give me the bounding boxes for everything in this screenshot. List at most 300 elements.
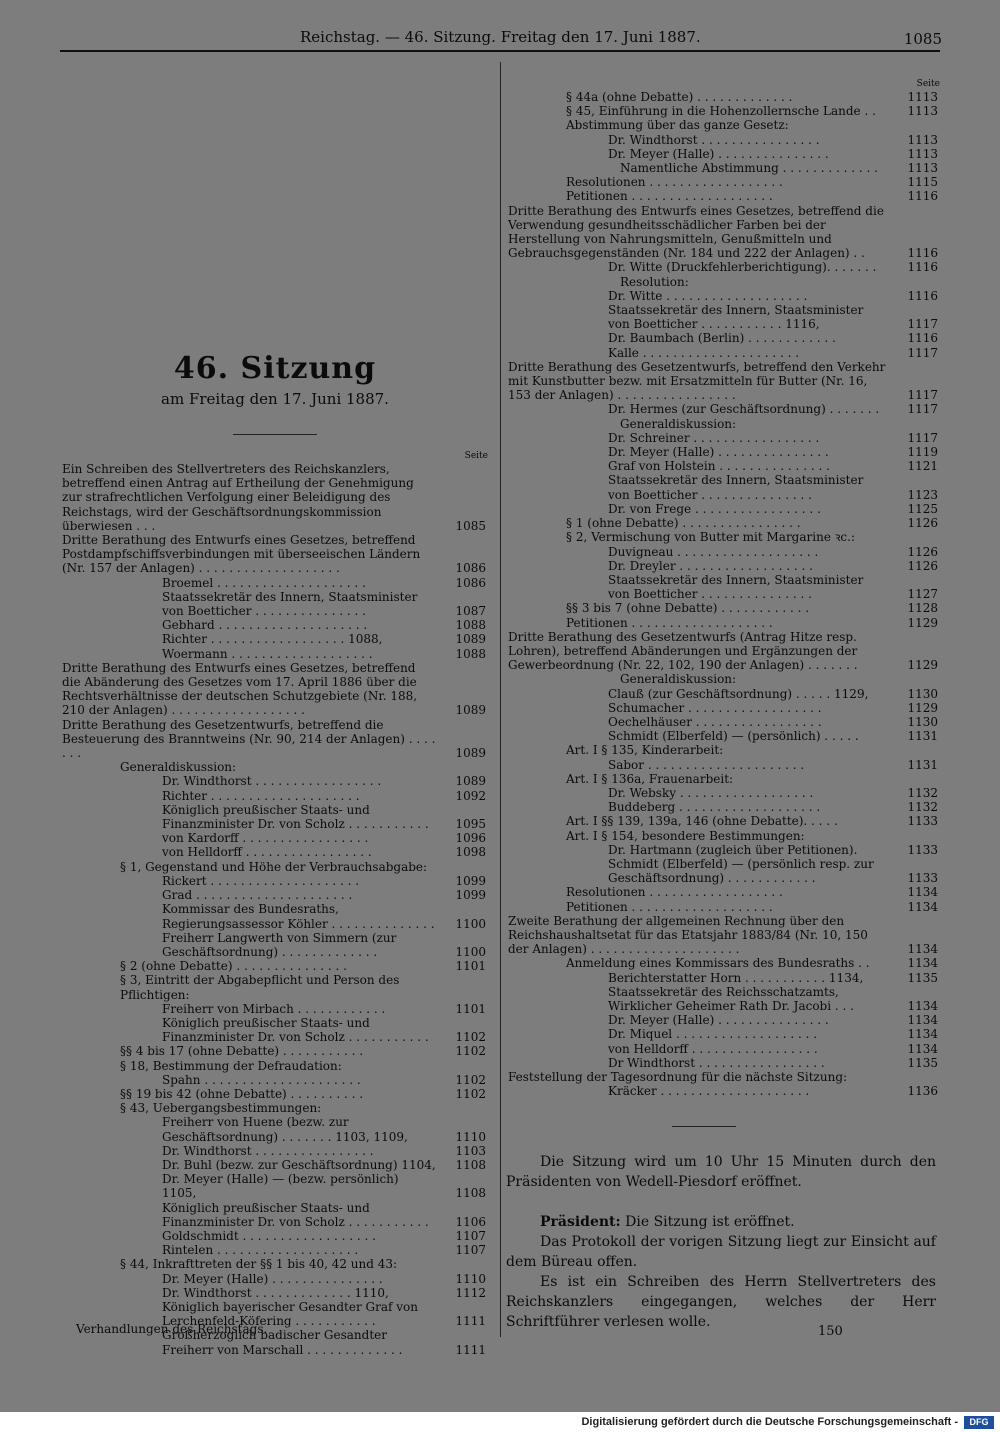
index-entry [62,1243,488,1257]
index-entry-page: 1134 [907,942,938,957]
index-entry [508,715,940,729]
index-entry-page: 1135 [907,970,938,985]
running-title: Reichstag. — 46. Sitzung. Freitag den 17. Juni 1887. [300,28,701,46]
index-entry-page: 1133 [907,871,938,886]
index-entry-text: Dr. Websky . . . . . . . . . . . . . . . . . . [608,785,814,800]
index-entry-page: 1116 [907,288,938,303]
index-entry-text: Ein Schreiben des Stellvertreters des Reichskanzlers, betreffend einen Antrag auf Ertheilung der Genehmigung zur strafrechtlichen Verfolgung einer Beleidigung des Reichstags, wird der Geschäftsordnungskommission überwiesen . . . [62,462,414,533]
index-entry [508,573,940,601]
index-entry [508,559,940,573]
index-entry [508,885,940,899]
index-entry [508,786,940,800]
index-entry-text: Dr Windthorst . . . . . . . . . . . . . . . . . [608,1055,825,1070]
index-entry [508,445,940,459]
footer-note: Verhandlungen des Reichstags. [76,1322,268,1336]
index-entry-page: 1106 [455,1214,486,1229]
index-entry-page: 1101 [455,959,486,974]
index-entry-text: Dritte Berathung des Entwurfs eines Gesetzes, betreffend Postdampfschiffsverbindungen mit überseeischen Ländern (Nr. 157 der Anlagen) . . . . . . . . . . . . . . . . . . . [62,533,421,576]
index-entry [508,672,940,686]
index-entry [62,931,488,959]
index-entry-text: § 18, Bestimmung der Defraudation: [120,1058,342,1073]
index-entry [62,718,488,761]
index-entry-page: 1113 [907,132,938,147]
index-entry-text: Staatssekretär des Innern, Staatsminister von Boetticher . . . . . . . . . . . . . . . [162,589,418,619]
index-entry-text: Königlich bayerischer Gesandter Graf von Lerchenfeld-Köfering . . . . . . . . . . . [162,1299,418,1329]
index-entry-text: §§ 3 bis 7 (ohne Debatte) . . . . . . . . . . . . [566,601,810,616]
index-entry [62,1115,488,1143]
index-entry-text: Duvigneau . . . . . . . . . . . . . . . . . . . [608,544,819,559]
index-entry [508,857,940,885]
index-entry-text: Dr. Schreiner . . . . . . . . . . . . . . . . . [608,430,820,445]
index-entry-text: Gebhard . . . . . . . . . . . . . . . . . . . . [162,618,368,633]
index-entry-text: Königlich preußischer Staats- und Finanzminister Dr. von Scholz . . . . . . . . . . . [162,802,429,832]
index-entry [62,1201,488,1229]
index-entry [508,616,940,630]
index-entry-page: 1135 [907,1055,938,1070]
index-entry-page: 1110 [455,1129,486,1144]
index-entry-page: 1092 [455,788,486,803]
index-entry [62,860,488,874]
index-entry [508,331,940,345]
index-entry-page: 1111 [455,1314,486,1329]
index-entry [508,1013,940,1027]
index-entry-text: §§ 19 bis 42 (ohne Debatte) . . . . . . . . . . [120,1086,364,1101]
index-entry [508,843,940,857]
index-entry-page: 1136 [907,1084,938,1099]
index-entry-page: 1088 [455,646,486,661]
index-entry [508,758,940,772]
index-entry-text: Spahn . . . . . . . . . . . . . . . . . . . . . [162,1072,361,1087]
index-entry-page: 1115 [907,175,938,190]
index-entry-text: Broemel . . . . . . . . . . . . . . . . . . . . [162,575,366,590]
index-entry-page: 1131 [907,757,938,772]
index-entry [62,902,488,930]
index-entry-page: 1088 [455,618,486,633]
index-entry-page: 1116 [907,331,938,346]
index-entry-text: Woermann . . . . . . . . . . . . . . . . . . . [162,646,373,661]
index-entry [508,147,940,161]
session-date: am Freitag den 17. Juni 1887. [161,390,389,408]
index-entry [508,133,940,147]
dfg-banner-text: Digitalisierung gefördert durch die Deutsche Forschungsgemeinschaft - [581,1416,958,1428]
index-entry-page: 1099 [455,888,486,903]
index-entry-text: Richter . . . . . . . . . . . . . . . . . . 1088, [162,632,383,647]
right-index-list [508,90,940,1098]
session-title-block [62,352,488,435]
index-entry-text: Staatssekretär des Innern, Staatsminister von Boetticher . . . . . . . . . . . 1116, [608,303,864,332]
index-entry-page: 1116 [907,260,938,275]
index-entry [508,956,940,970]
index-entry-text: Freiherr von Mirbach . . . . . . . . . . . . [162,1001,386,1016]
index-entry-text: Schumacher . . . . . . . . . . . . . . . . . . [608,700,822,715]
index-entry-text: Art. I § 136a, Frauenarbeit: [566,771,734,786]
index-entry-text: Großherzoglich badischer Gesandter Freiherr von Marschall . . . . . . . . . . . . . [162,1328,403,1357]
index-entry [508,90,940,104]
index-entry [62,1257,488,1271]
index-entry-text: § 43, Uebergangsbestimmungen: [120,1101,322,1116]
index-entry-text: § 1, Gegenstand und Höhe der Verbrauchsabgabe: [120,859,428,874]
index-entry-page: 1117 [907,317,938,332]
index-entry-page: 1134 [907,999,938,1013]
index-entry [62,647,488,661]
index-entry [508,431,940,445]
index-entry-text: Dr. Hartmann (zugleich über Petitionen). [608,842,858,857]
index-entry [508,204,940,261]
index-entry [508,814,940,828]
index-entry [62,1044,488,1058]
index-entry [62,462,488,533]
index-entry [508,829,940,843]
index-entry-page: 1116 [907,246,938,261]
president-line: Die Sitzung ist eröffnet. [625,1214,795,1230]
protocol-line: Das Protokoll der vorigen Sitzung liegt zur Einsicht auf dem Büreau offen. [506,1234,936,1270]
index-entry-text: Königlich preußischer Staats- und Finanzminister Dr. von Scholz . . . . . . . . . . . [162,1200,429,1229]
index-entry-page: 1096 [455,831,486,846]
index-entry-page: 1131 [907,729,938,744]
index-entry [508,1070,940,1084]
index-entry-page: 1116 [907,189,938,204]
index-entry [62,845,488,859]
index-entry-page: 1127 [907,587,938,602]
index-entry-page: 1134 [907,1013,938,1028]
index-entry-page: 1089 [455,632,486,647]
index-entry-page: 1117 [907,345,938,360]
index-entry [62,661,488,718]
index-entry [62,632,488,646]
index-entry-text: Dr. Windthorst . . . . . . . . . . . . . 1110, [162,1285,389,1300]
index-entry [508,1084,940,1098]
index-entry-page: 1087 [455,604,486,619]
index-entry-text: Dritte Berathung des Entwurfs eines Gesetzes, betreffend die Abänderung des Gesetzes vom 17. April 1886 über die Rechtsverhältnisse der deutschen Schutzgebiete (Nr. 188, 210 der Anlagen) . . . . . . . . . . . . . . . . . . [62,660,418,718]
index-entry-text: Sabor . . . . . . . . . . . . . . . . . . . . . [608,757,805,772]
index-entry [508,175,940,189]
index-entry-page: 1103 [455,1143,486,1158]
index-entry-text: Richter . . . . . . . . . . . . . . . . . . . . [162,788,360,803]
index-entry-text: Dr. Witte (Druckfehlerberichtigung). . . . . . . [608,260,877,275]
index-entry-text: Grad . . . . . . . . . . . . . . . . . . . . . [162,888,353,903]
index-entry [508,1027,940,1041]
index-entry [508,985,940,1013]
index-entry-text: Zweite Berathung der allgemeinen Rechnung über den Reichshaushaltsetat für das Etatsjahr 1883/84 (Nr. 10, 150 der Anlagen) . . . . . . . . . . . . . . . . . . . . [508,913,868,957]
index-entry [62,874,488,888]
index-entry [508,1042,940,1056]
index-entry-text: § 2, Vermischung von Butter mit Margarine ꝛc.: [566,530,856,545]
index-entry [508,800,940,814]
index-entry-text: Königlich preußischer Staats- und Finanzminister Dr. von Scholz . . . . . . . . . . . [162,1015,429,1045]
index-entry [62,760,488,774]
index-entry-page: 1117 [907,402,938,417]
index-entry [508,729,940,743]
index-entry-page: 1134 [907,1041,938,1056]
index-entry-page: 1126 [907,558,938,573]
index-entry-text: Generaldiskussion: [620,672,737,687]
index-entry-page: 1125 [907,501,938,516]
index-entry [508,346,940,360]
index-entry-text: Dr. Windthorst . . . . . . . . . . . . . . . . [608,132,820,147]
index-entry-page: 1107 [455,1228,486,1243]
index-entry [508,601,940,615]
index-entry-text: Art. I § 135, Kinderarbeit: [566,743,724,758]
index-entry-text: Kräcker . . . . . . . . . . . . . . . . . . . . [608,1084,810,1099]
index-entry [62,774,488,788]
seite-label: Seite [464,451,488,461]
index-entry-page: 1107 [455,1243,486,1258]
index-entry-page: 1101 [455,1001,486,1016]
index-entry-text: Rickert . . . . . . . . . . . . . . . . . . . . [162,873,360,888]
index-entry [508,1056,940,1070]
index-entry-page: 1134 [907,899,938,914]
index-entry-text: Petitionen . . . . . . . . . . . . . . . . . . . [566,189,773,204]
index-entry-text: Dritte Berathung des Gesetzentwurfs, betreffend die Besteuerung des Branntweins (Nr. 90, 214 der Anlagen) . . . . . . . [62,717,436,761]
index-entry-text: Goldschmidt . . . . . . . . . . . . . . . . . . [162,1228,376,1243]
index-entry-text: Abstimmung über das ganze Gesetz: [566,118,789,133]
index-entry-page: 1102 [455,1086,486,1101]
index-entry-page: 1086 [455,561,486,576]
index-entry-page: 1129 [907,658,938,673]
index-entry [508,161,940,175]
index-entry [62,576,488,590]
index-entry-page: 1113 [907,161,938,176]
index-entry-text: Dr. von Frege . . . . . . . . . . . . . . . . . [608,501,821,516]
index-entry [508,459,940,473]
index-entry-text: von Helldorff . . . . . . . . . . . . . . . . . [162,845,372,860]
index-entry-text: Kommissar des Bundesraths, Regierungsassessor Köhler . . . . . . . . . . . . . . [162,902,435,931]
index-entry [62,789,488,803]
index-entry-text: Berichterstatter Horn . . . . . . . . . . . 1134, [608,970,864,985]
index-entry [508,275,940,289]
session-title: 46. Sitzung [173,351,377,386]
index-entry-page: 1121 [907,459,938,474]
index-entry [62,1101,488,1115]
index-entry-text: Resolutionen . . . . . . . . . . . . . . . . . . [566,885,783,900]
index-entry-page: 1130 [907,686,938,701]
index-entry [62,590,488,618]
index-entry-text: Buddeberg . . . . . . . . . . . . . . . . . . . [608,800,821,815]
index-entry-text: Resolution: [620,274,689,289]
index-entry [508,104,940,118]
index-entry-text: Dritte Berathung des Entwurfs eines Gesetzes, betreffend die Verwendung gesundheitsschädlicher Farben bei der Herstellung von Nahrungsmitteln, Genußmitteln und Gebrauchsgegenständen (Nr. 184 und 222 der Anlagen) . . [508,203,884,261]
page-header [60,28,940,52]
opening-paragraph: Die Sitzung wird um 10 Uhr 15 Minuten durch den Präsidenten von Wedell-Piesdorf eröffnet. [506,1154,936,1190]
index-entry-text: Rintelen . . . . . . . . . . . . . . . . . . . [162,1243,359,1258]
index-entry-text: Dr. Dreyler . . . . . . . . . . . . . . . . . . [608,558,813,573]
index-entry-text: Schmidt (Elberfeld) — (persönlich resp. zur Geschäftsordnung) . . . . . . . . . . . . [608,856,874,886]
index-entry-page: 1133 [907,814,938,829]
index-entry-text: Dr. Meyer (Halle) . . . . . . . . . . . . . . . [162,1271,383,1286]
index-entry [62,1002,488,1016]
index-entry [508,530,940,544]
index-entry-page: 1102 [455,1072,486,1087]
column-divider [500,62,501,1337]
index-entry-text: Freiherr Langwerth von Simmern (zur Geschäftsordnung) . . . . . . . . . . . . . [162,930,397,959]
index-entry-page: 1102 [455,1030,486,1045]
index-entry-page: 1099 [455,873,486,888]
index-entry [62,831,488,845]
index-entry-text: Petitionen . . . . . . . . . . . . . . . . . . . [566,615,773,630]
index-entry [62,1172,488,1200]
index-entry [62,803,488,831]
index-entry [508,914,940,957]
index-entry-text: Generaldiskussion: [620,416,737,431]
index-entry [62,1016,488,1044]
index-entry-text: § 44a (ohne Debatte) . . . . . . . . . . . . . [566,90,793,104]
index-entry [62,1229,488,1243]
index-entry-page: 1089 [455,774,486,789]
index-entry-text: § 2 (ohne Debatte) . . . . . . . . . . . . . . . [120,959,347,974]
index-entry-page: 1134 [907,1027,938,1042]
index-entry-text: Resolutionen . . . . . . . . . . . . . . . . . . [566,175,783,190]
index-entry [508,900,940,914]
index-entry-page: 1117 [907,430,938,445]
index-entry-page: 1133 [907,842,938,857]
president-paragraph [506,1212,936,1332]
signature-number: 150 [818,1324,843,1339]
index-entry-text: Staatssekretär des Innern, Staatsminister von Boetticher . . . . . . . . . . . . . . . [608,572,864,602]
index-entry-page: 1113 [907,146,938,161]
index-entry [62,1158,488,1172]
index-entry-page: 1095 [455,817,486,832]
index-entry-page: 1098 [455,845,486,860]
index-entry [62,1087,488,1101]
index-entry [508,360,940,403]
index-entry-page: 1126 [907,544,938,559]
index-entry-page: 1100 [455,944,486,959]
index-entry [508,630,940,673]
index-entry-text: Freiherr von Huene (bezw. zur Geschäftsordnung) . . . . . . . 1103, 1109, [162,1115,408,1144]
index-entry-page: 1100 [455,916,486,931]
seite-label: Seite [916,79,940,89]
index-entry [62,1286,488,1300]
index-entry-text: Dr. Windthorst . . . . . . . . . . . . . . . . . [162,774,382,789]
index-entry-text: Schmidt (Elberfeld) — (persönlich) . . . . . [608,729,859,744]
index-entry-text: Dr. Windthorst . . . . . . . . . . . . . . . . [162,1143,374,1158]
index-entry-text: Dr. Meyer (Halle) . . . . . . . . . . . . . . . [608,1013,829,1028]
index-entry-text: Dr. Miquel . . . . . . . . . . . . . . . . . . . [608,1027,818,1042]
dfg-banner [0,1412,1000,1432]
president-statement [506,1212,936,1232]
index-entry-page: 1129 [907,615,938,630]
index-entry-page: 1119 [907,445,938,460]
index-entry [62,1073,488,1087]
index-entry-text: Anmeldung eines Kommissars des Bundesraths . . [566,956,870,971]
index-entry-page: 1113 [907,90,938,104]
index-entry [508,502,940,516]
index-entry-text: von Helldorff . . . . . . . . . . . . . . . . . [608,1041,818,1056]
index-entry-text: Namentliche Abstimmung . . . . . . . . . . . . . [620,161,878,176]
index-entry [508,687,940,701]
index-entry [508,118,940,132]
index-entry [508,545,940,559]
index-entry [508,402,940,416]
index-entry-page: 1108 [455,1157,486,1172]
index-entry [62,533,488,576]
index-entry [508,971,940,985]
index-entry-text: Dr. Meyer (Halle) . . . . . . . . . . . . . . . [608,146,829,161]
index-entry-page: 1134 [907,885,938,900]
index-entry-page: 1085 [455,518,486,533]
president-label: Präsident: [540,1214,621,1230]
right-index-column [508,78,940,1098]
index-entry-page: 1089 [455,703,486,718]
index-entry-page: 1132 [907,800,938,815]
index-entry [508,701,940,715]
index-entry-page: 1102 [455,1044,486,1059]
left-index-list [62,462,488,1357]
index-entry-text: § 1 (ohne Debatte) . . . . . . . . . . . . . . . . [566,516,801,531]
index-entry-page: 1108 [455,1186,486,1201]
index-entry-page: 1113 [907,104,938,119]
index-entry-text: § 45, Einführung in die Hohenzollernsche Lande . . [566,104,876,119]
index-entry-text: Graf von Holstein . . . . . . . . . . . . . . . [608,459,830,474]
index-entry-page: 1134 [907,956,938,971]
index-entry-page: 1130 [907,714,938,729]
index-entry-page: 1123 [907,487,938,502]
index-entry-text: Dr. Meyer (Halle) — (bezw. persönlich) 1105, [162,1172,399,1201]
index-entry-page: 1128 [907,601,938,616]
title-divider [233,434,317,435]
index-entry-page: 1089 [455,746,486,761]
index-entry [508,473,940,501]
index-entry-text: §§ 4 bis 17 (ohne Debatte) . . . . . . . . . . . [120,1044,364,1059]
index-entry [62,1272,488,1286]
index-entry-page: 1110 [455,1271,486,1286]
index-entry-text: Dr. Meyer (Halle) . . . . . . . . . . . . . . . [608,445,829,460]
index-entry [508,303,940,331]
index-entry [62,618,488,632]
index-entry-text: Dr. Baumbach (Berlin) . . . . . . . . . . . . [608,331,836,346]
index-entry-text: Dritte Berathung des Gesetzentwurfs (Antrag Hitze resp. Lohren), betreffend Abänderungen und Ergänzungen der Gewerbeordnung (Nr. 22, 102, 190 der Anlagen) . . . . . . . [508,629,858,673]
index-entry-page: 1112 [455,1285,486,1300]
index-entry-text: Clauß (zur Geschäftsordnung) . . . . . 1129, [608,686,869,701]
index-entry-text: § 44, Inkrafttreten der §§ 1 bis 40, 42 und 43: [120,1257,398,1272]
index-entry [62,1059,488,1073]
letter-line: Es ist ein Schreiben des Herrn Stellvertreters des Reichskanzlers eingegangen, welches der Herr Schriftführer verlesen wolle. [506,1274,936,1330]
index-entry-text: Generaldiskussion: [120,760,237,775]
index-entry [62,888,488,902]
section-divider [672,1126,736,1127]
index-entry-text: Kalle . . . . . . . . . . . . . . . . . . . . . [608,345,800,360]
index-entry-text: Dritte Berathung des Gesetzentwurfs, betreffend den Verkehr mit Kunstbutter bezw. mit Ersatzmitteln für Butter (Nr. 16, 153 der Anlagen) . . . . . . . . . . . . . . . . [508,359,886,403]
index-entry [62,1144,488,1158]
index-entry [62,959,488,973]
index-entry [508,260,940,274]
index-entry-text: Dr. Hermes (zur Geschäftsordnung) . . . . . . . [608,402,880,417]
index-entry [508,772,940,786]
index-entry-page: 1086 [455,575,486,590]
index-entry-text: Feststellung der Tagesordnung für die nächste Sitzung: [508,1070,848,1085]
index-entry-page: 1117 [907,388,938,403]
index-entry-text: Petitionen . . . . . . . . . . . . . . . . . . . [566,899,773,914]
index-entry-text: § 3, Eintritt der Abgabepflicht und Person des Pflichtigen: [120,973,400,1002]
index-entry-text: Oechelhäuser . . . . . . . . . . . . . . . . . [608,714,822,729]
index-entry [508,516,940,530]
index-entry-page: 1126 [907,516,938,531]
index-entry-text: von Kardorff . . . . . . . . . . . . . . . . . [162,831,369,846]
index-entry-text: Staatssekretär des Reichsschatzamts, Wirklicher Geheimer Rath Dr. Jacobi . . . [608,984,854,1013]
dfg-logo-icon: DFG [964,1416,994,1429]
index-entry-text: Dr. Witte . . . . . . . . . . . . . . . . . . . [608,288,808,303]
left-index-column [62,450,488,1357]
index-entry-page: 1129 [907,700,938,715]
index-entry-text: Staatssekretär des Innern, Staatsminister von Boetticher . . . . . . . . . . . . . . . [608,473,864,502]
index-entry-text: Art. I §§ 139, 139a, 146 (ohne Debatte). . . . . [566,814,838,829]
index-entry-page: 1111 [455,1342,486,1357]
index-entry-page: 1132 [907,785,938,800]
index-entry-text: Art. I § 154, besondere Bestimmungen: [566,828,805,843]
index-entry [508,743,940,757]
page-number: 1085 [903,30,942,48]
index-entry [508,289,940,303]
